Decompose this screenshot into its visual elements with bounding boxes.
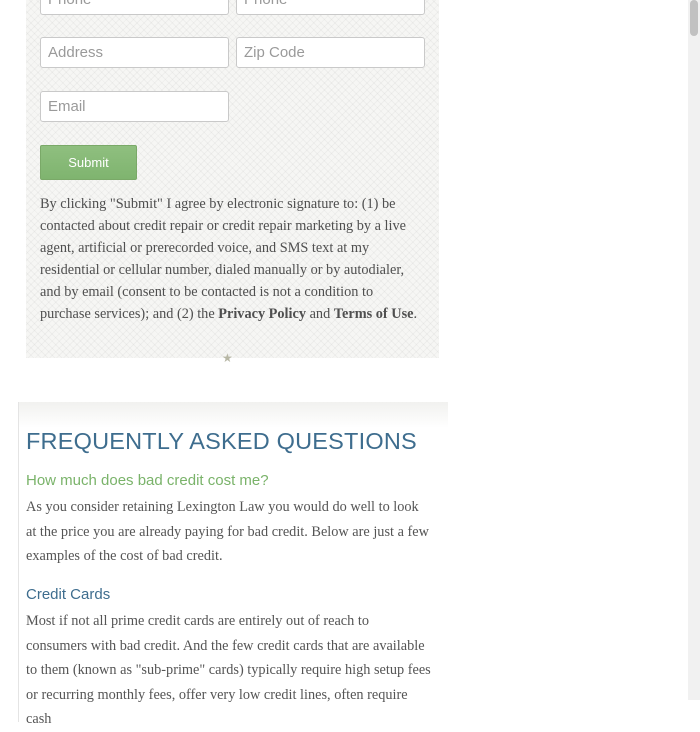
faq-heading-credit-cards: Credit Cards bbox=[26, 586, 111, 603]
submit-button[interactable]: Submit bbox=[40, 145, 137, 180]
terms-of-use-link[interactable]: Terms of Use bbox=[333, 306, 414, 322]
alt-phone-field[interactable] bbox=[236, 0, 425, 15]
zip-code-field[interactable] bbox=[236, 37, 425, 68]
consent-body: By clicking "Submit" I agree by electronic signature to: (1) be contacted about credit repair or credit repair marketing by a live agent, artificial or prerecorded voice, and SMS text at my residential or cellular number, dialed manually or by autodialer, and by email (consent to be contacted is not a condition to purchase services); and (2) the bbox=[40, 196, 406, 322]
consent-and: and bbox=[306, 306, 334, 322]
faq-title: FREQUENTLY ASKED QUESTIONS bbox=[26, 428, 417, 454]
consent-period: . bbox=[413, 306, 418, 322]
address-field[interactable] bbox=[40, 37, 229, 68]
phone-field[interactable] bbox=[40, 0, 229, 15]
email-field[interactable] bbox=[40, 91, 229, 122]
consent-text bbox=[40, 193, 425, 325]
scrollbar-thumb[interactable] bbox=[690, 0, 698, 36]
faq-answer-credit-cards: Most if not all prime credit cards are entirely out of reach to consumers with bad credit. And the few credit cards that are available to them (known as "sub-prime" cards) typically require high setup fees or recurring monthly fees, offer very low credit lines, often require cash bbox=[26, 613, 431, 727]
faq-question-bad-credit-cost: How much does bad credit cost me? bbox=[26, 472, 269, 489]
faq-answer-bad-credit-cost: As you consider retaining Lexington Law you would do well to look at the price you are already paying for bad credit. Below are just a few examples of the cost of bad credit. bbox=[26, 499, 429, 564]
vertical-scrollbar[interactable] bbox=[688, 0, 700, 700]
star-divider-icon: ★ bbox=[222, 351, 233, 365]
privacy-policy-link[interactable]: Privacy Policy bbox=[218, 306, 306, 322]
